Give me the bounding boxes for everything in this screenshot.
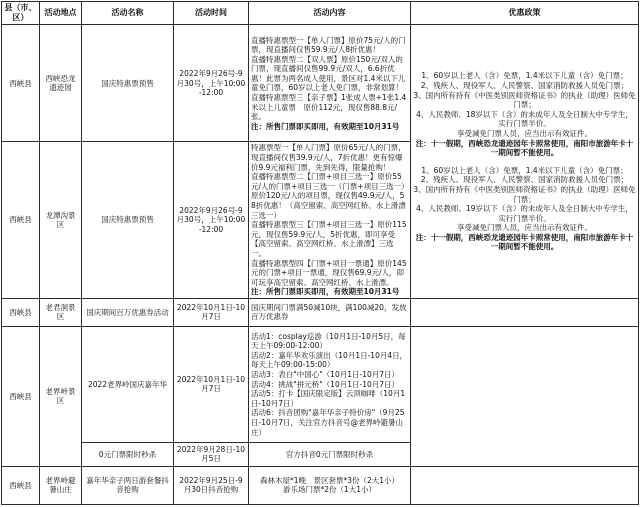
- county-cell: 西峡县: [2, 25, 40, 142]
- activity-content-cell: [249, 326, 411, 442]
- county-cell: 西峡县: [2, 466, 40, 504]
- activity-content-cell: 官方抖音0元门票限时秒杀: [249, 442, 411, 466]
- location-cell: 龙潭沟景区: [40, 142, 82, 299]
- activity-content-cell: [249, 466, 411, 504]
- table-row: [2, 298, 639, 326]
- content-line: 直播特惠票型一【单人门票】原价75元/人的门票，现直播间仅售59.9元/人8折优惠！: [251, 35, 406, 55]
- table-row: [2, 326, 639, 442]
- header-county: 县（市、区）: [2, 2, 40, 25]
- activity-time-cell: 2022年9月28日-10月5日: [174, 442, 249, 466]
- activity-content-cell: 国庆期间门票满50减10块，满100减20，发放百万优惠券: [249, 298, 411, 326]
- discount-policy-cell: [411, 25, 639, 299]
- header-activity-name: 活动名称: [82, 2, 174, 25]
- content-line: 直播特惠票型三【门票+项目三选一】原价115元，现仅售59.9元/人，5折优惠，即可享受【高空留索、高空网红桥、水上滑漂】三选一。: [251, 220, 407, 258]
- activity-name-cell: 2022老界岭国庆嘉年华: [82, 326, 174, 442]
- activity-name-cell: 国庆特惠票预售: [82, 25, 174, 142]
- activity-name-cell: 0元门票限时秒杀: [82, 442, 174, 466]
- county-cell: 西峡县: [2, 326, 40, 466]
- header-activity-content: 活动内容: [249, 2, 411, 25]
- county-cell: 西峡县: [2, 142, 40, 299]
- table-row: [2, 25, 639, 142]
- discount-policy-cell: [411, 298, 639, 326]
- header-discount-policy: 优惠政策: [411, 2, 639, 25]
- content-line: 直播特惠票型四【门票+项目一票通】原价145元的门票+项目一票通，现仅售69.9元/人，即可玩享高空留索、高空网红桥、水上滑漂。: [251, 258, 407, 287]
- content-line: 活动1：cosplay巡游（10月1日-10月5日，每天上午09:00-12:00）: [251, 331, 406, 351]
- location-cell: 老界岭避暑山庄: [40, 466, 82, 504]
- content-line: 直播特惠票型二【双人票】原价150元/双人的门票，现直播间仅售99.9元/双人，6.6折优惠！此票为两名成人使用，景区对1.4米以下儿童免门票，60岁以上老人免门票，非常划算！: [251, 54, 406, 93]
- policy-note: 注：十一假期，西峡恐龙遗迹园年卡照常使用，南阳市旅游年卡十一期间暂不能使用。: [415, 232, 634, 252]
- location-cell: 老界岭景区: [40, 326, 82, 466]
- content-line: 活动3：表白"中国心"（10月1日-10月7日）: [251, 370, 400, 380]
- activity-time-cell: 2022年10月1日-10月7日: [174, 326, 249, 442]
- location-cell: 西峡恐龙遗迹园: [40, 25, 82, 142]
- content-line: 特惠票型一【单人门票】原价65元/人的门票，现直播间仅售39.9元/人，7折优惠！更有惊爆价9.9元福利门票，先到先得，限量抢购！: [251, 143, 406, 172]
- activity-time-cell: 2022年10月1日-10月7日: [174, 298, 249, 326]
- table-row: [2, 466, 639, 504]
- content-line: 活动6：抖音团购"嘉年华亲子特价房"（9月25日-10月7日，关注官方抖音号@老界岭避暑山庄）: [251, 408, 405, 437]
- content-line: 活动4：挑战"拼元桥"（10月1日-10月7日）: [251, 379, 400, 389]
- header-location: 活动地点: [40, 2, 82, 25]
- policy-spacer: [413, 158, 636, 166]
- policy-line: 3、国内所有持有《中医类别医师资格证书》的执业（助理）医师免门票；: [413, 90, 636, 110]
- activity-time-cell: 2022年9月26号-9月30号，上午10:00-12:00: [174, 25, 249, 142]
- policy-line: 3、国内所有持有《中医类别医师资格证书》的执业（助理）医师免门票；: [413, 184, 636, 204]
- policy-note: 注：十一假期，西峡恐龙遗迹园年卡照常使用，南阳市旅游年卡十一期间暂不能使用。: [415, 138, 634, 158]
- policy-line: 4、人民教师、19岁以下（含）的未成年人及全日制大中专学生，实行门票半价。: [416, 204, 633, 223]
- content-line: 活动5：打卡【国庆限定版】云顶咖啡（10月1日-10月7日）: [251, 389, 406, 408]
- content-note: 注：所售门票即买即用，有效期至10月31号: [251, 121, 400, 131]
- activity-name-cell: 国庆特惠票预售: [82, 142, 174, 299]
- promotion-table: [1, 1, 639, 505]
- policy-line: 1、60岁以上老人（含）免票，1.4米以下儿童（含）免门票；: [421, 165, 628, 175]
- policy-line: 2、残疾人、现役军人、人民警察、国家消防救援人员免门票；: [420, 175, 629, 185]
- policy-line: 1、60岁以上老人（含）免票，1.4米以下儿童（含）免门票；: [421, 71, 628, 81]
- policy-line: 享受减免门票人员，应当出示有效证件。: [457, 223, 592, 233]
- policy-line: 2、残疾人、现役军人、人民警察、国家消防救援人员免门票；: [420, 80, 629, 90]
- discount-policy-cell: [411, 466, 639, 504]
- content-note: 注：所售门票即买即用，有效期至10月31号: [251, 287, 400, 297]
- county-cell: 西峡县: [2, 298, 40, 326]
- activity-content-cell: [249, 25, 411, 142]
- location-cell: 老君洞景区: [40, 298, 82, 326]
- content-line: 直播特惠票型三【亲子票】1张成人票+1张1.4米以上儿童票 原价112元，现仅售88.8元/张。: [251, 93, 407, 122]
- activity-name-cell: 嘉年华亲子两日游套餐抖音抢购: [82, 466, 174, 504]
- activity-content-cell: [249, 142, 411, 299]
- activity-time-cell: 2022年9月25日-9月30日抖音抢购: [174, 466, 249, 504]
- discount-policy-cell: [411, 326, 639, 466]
- content-line: 森林木屋*1晚 景区套票*3份（2大1小）: [259, 475, 400, 485]
- activity-time-cell: 2022年9月26号-9月30号，上午10:00-12:00: [174, 142, 249, 299]
- header-activity-time: 活动时间: [174, 2, 249, 25]
- activity-name-cell: 国庆期间百万优惠券活动: [82, 298, 174, 326]
- policy-line: 4、人民教师、18岁以下（含）的未成年人及全日制大中专学生，实行门票半价。: [416, 109, 633, 129]
- content-line: 活动2：嘉年华欢乐演出（10月1日-10月4日，每天上午09:00-15:00）: [251, 350, 408, 370]
- policy-line: 享受减免门票人员，应当出示有效证件。: [457, 128, 592, 138]
- content-line: 游乐场门票*2份（1大1小）: [282, 485, 377, 495]
- content-line: 直播特惠票型二【门票+项目三选一】原价55元/人的门票+项目三选一（门票+项目三选一）原价120元/人的项目票，现仅售49.9元/人，58折优惠！（高空留索、高空网红桥、水上滑漂三选一）: [251, 172, 406, 220]
- header-row: [2, 2, 639, 25]
